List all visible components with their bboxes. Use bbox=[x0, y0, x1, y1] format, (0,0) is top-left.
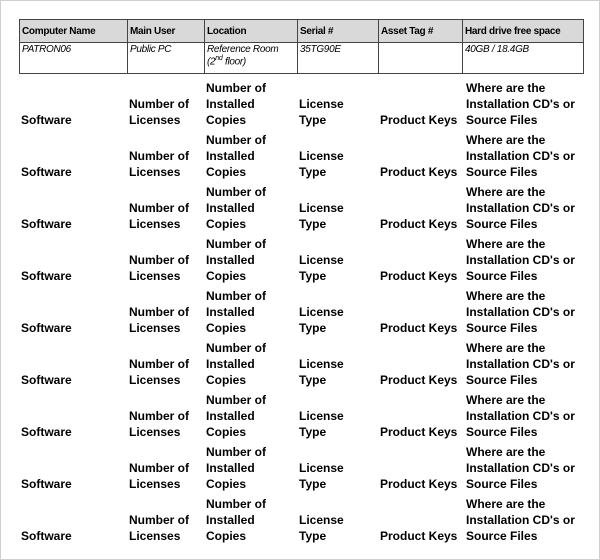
source-line3: Source Files bbox=[466, 321, 538, 335]
type-line2: Type bbox=[299, 425, 327, 439]
copies-line2: Installed bbox=[206, 513, 255, 527]
license-type bbox=[297, 284, 378, 336]
software-row bbox=[19, 76, 589, 128]
cell-location bbox=[205, 43, 298, 74]
source-files bbox=[464, 284, 589, 336]
asset-data-row bbox=[20, 43, 584, 74]
license-type bbox=[297, 440, 378, 492]
copies-line1: Number of bbox=[206, 185, 266, 199]
header-computer-name: Computer Name bbox=[20, 20, 128, 43]
software-label: Software bbox=[21, 321, 72, 335]
software-row bbox=[19, 440, 589, 492]
type-line2: Type bbox=[299, 165, 327, 179]
product-keys bbox=[378, 180, 464, 232]
copies-line3: Copies bbox=[206, 165, 247, 179]
software-name bbox=[19, 76, 127, 128]
license-type bbox=[297, 388, 378, 440]
software-label: Software bbox=[21, 113, 72, 127]
licenses-line2: Licenses bbox=[129, 477, 181, 491]
cell-computer-name: PATRON06 bbox=[20, 43, 128, 74]
type-line1: License bbox=[299, 357, 344, 371]
installed-copies bbox=[204, 336, 297, 388]
software-label: Software bbox=[21, 425, 72, 439]
product-keys bbox=[378, 128, 464, 180]
installed-copies bbox=[204, 284, 297, 336]
source-files bbox=[464, 232, 589, 284]
license-type bbox=[297, 128, 378, 180]
product-keys bbox=[378, 76, 464, 128]
software-label: Software bbox=[21, 165, 72, 179]
source-line1: Where are the bbox=[466, 133, 546, 147]
source-line1: Where are the bbox=[466, 81, 546, 95]
software-label: Software bbox=[21, 217, 72, 231]
licenses-line2: Licenses bbox=[129, 529, 181, 543]
keys-label: Product Keys bbox=[380, 477, 458, 491]
source-files bbox=[464, 388, 589, 440]
source-line2: Installation CD's or bbox=[466, 201, 575, 215]
source-line2: Installation CD's or bbox=[466, 253, 575, 267]
product-keys bbox=[378, 336, 464, 388]
source-line2: Installation CD's or bbox=[466, 305, 575, 319]
software-label: Software bbox=[21, 373, 72, 387]
cell-hdd-free: 40GB / 18.4GB bbox=[463, 43, 584, 74]
software-label: Software bbox=[21, 529, 72, 543]
header-hdd-free: Hard drive free space bbox=[463, 20, 584, 43]
source-line2: Installation CD's or bbox=[466, 97, 575, 111]
product-keys bbox=[378, 440, 464, 492]
copies-line3: Copies bbox=[206, 425, 247, 439]
number-of-licenses bbox=[127, 128, 204, 180]
location-sup: nd bbox=[215, 55, 223, 62]
installed-copies bbox=[204, 180, 297, 232]
software-row bbox=[19, 284, 589, 336]
source-files bbox=[464, 76, 589, 128]
keys-label: Product Keys bbox=[380, 113, 458, 127]
copies-line2: Installed bbox=[206, 409, 255, 423]
license-type bbox=[297, 76, 378, 128]
installed-copies bbox=[204, 492, 297, 544]
copies-line1: Number of bbox=[206, 289, 266, 303]
installed-copies bbox=[204, 232, 297, 284]
copies-line1: Number of bbox=[206, 133, 266, 147]
copies-line3: Copies bbox=[206, 269, 247, 283]
product-keys bbox=[378, 232, 464, 284]
number-of-licenses bbox=[127, 232, 204, 284]
licenses-line1: Number of bbox=[129, 461, 189, 475]
source-line1: Where are the bbox=[466, 497, 546, 511]
software-label: Software bbox=[21, 269, 72, 283]
source-line3: Source Files bbox=[466, 269, 538, 283]
header-asset-tag: Asset Tag # bbox=[379, 20, 463, 43]
copies-line3: Copies bbox=[206, 321, 247, 335]
number-of-licenses bbox=[127, 492, 204, 544]
type-line1: License bbox=[299, 513, 344, 527]
number-of-licenses bbox=[127, 336, 204, 388]
software-name bbox=[19, 128, 127, 180]
copies-line3: Copies bbox=[206, 477, 247, 491]
keys-label: Product Keys bbox=[380, 217, 458, 231]
source-files bbox=[464, 336, 589, 388]
licenses-line1: Number of bbox=[129, 357, 189, 371]
source-line3: Source Files bbox=[466, 217, 538, 231]
software-row bbox=[19, 128, 589, 180]
licenses-line1: Number of bbox=[129, 513, 189, 527]
installed-copies bbox=[204, 388, 297, 440]
license-type bbox=[297, 232, 378, 284]
product-keys bbox=[378, 492, 464, 544]
licenses-line1: Number of bbox=[129, 97, 189, 111]
installed-copies bbox=[204, 128, 297, 180]
keys-label: Product Keys bbox=[380, 425, 458, 439]
software-row bbox=[19, 232, 589, 284]
header-location: Location bbox=[205, 20, 298, 43]
location-line2-pre: (2 bbox=[207, 56, 216, 68]
installed-copies bbox=[204, 76, 297, 128]
copies-line2: Installed bbox=[206, 201, 255, 215]
type-line1: License bbox=[299, 149, 344, 163]
type-line2: Type bbox=[299, 529, 327, 543]
software-name bbox=[19, 388, 127, 440]
keys-label: Product Keys bbox=[380, 269, 458, 283]
number-of-licenses bbox=[127, 76, 204, 128]
source-files bbox=[464, 440, 589, 492]
source-line3: Source Files bbox=[466, 165, 538, 179]
copies-line2: Installed bbox=[206, 357, 255, 371]
licenses-line1: Number of bbox=[129, 305, 189, 319]
copies-line2: Installed bbox=[206, 305, 255, 319]
keys-label: Product Keys bbox=[380, 321, 458, 335]
type-line2: Type bbox=[299, 477, 327, 491]
copies-line1: Number of bbox=[206, 81, 266, 95]
software-label: Software bbox=[21, 477, 72, 491]
copies-line1: Number of bbox=[206, 445, 266, 459]
keys-label: Product Keys bbox=[380, 165, 458, 179]
type-line1: License bbox=[299, 409, 344, 423]
source-files bbox=[464, 128, 589, 180]
type-line1: License bbox=[299, 97, 344, 111]
software-row bbox=[19, 492, 589, 544]
header-serial: Serial # bbox=[298, 20, 379, 43]
location-line2-post: floor) bbox=[222, 56, 246, 68]
licenses-line1: Number of bbox=[129, 253, 189, 267]
header-main-user: Main User bbox=[128, 20, 205, 43]
source-line2: Installation CD's or bbox=[466, 461, 575, 475]
copies-line1: Number of bbox=[206, 393, 266, 407]
source-line3: Source Files bbox=[466, 529, 538, 543]
licenses-line2: Licenses bbox=[129, 321, 181, 335]
source-line1: Where are the bbox=[466, 341, 546, 355]
source-line3: Source Files bbox=[466, 113, 538, 127]
source-line3: Source Files bbox=[466, 477, 538, 491]
product-keys bbox=[378, 284, 464, 336]
type-line2: Type bbox=[299, 373, 327, 387]
number-of-licenses bbox=[127, 388, 204, 440]
copies-line2: Installed bbox=[206, 461, 255, 475]
licenses-line1: Number of bbox=[129, 201, 189, 215]
software-name bbox=[19, 336, 127, 388]
product-keys bbox=[378, 388, 464, 440]
installed-copies bbox=[204, 440, 297, 492]
copies-line3: Copies bbox=[206, 529, 247, 543]
source-line2: Installation CD's or bbox=[466, 513, 575, 527]
keys-label: Product Keys bbox=[380, 529, 458, 543]
source-line2: Installation CD's or bbox=[466, 357, 575, 371]
source-line2: Installation CD's or bbox=[466, 409, 575, 423]
software-name bbox=[19, 492, 127, 544]
source-line3: Source Files bbox=[466, 373, 538, 387]
license-type bbox=[297, 180, 378, 232]
source-line1: Where are the bbox=[466, 393, 546, 407]
asset-table bbox=[19, 19, 584, 74]
software-table bbox=[19, 76, 589, 544]
number-of-licenses bbox=[127, 180, 204, 232]
cell-main-user: Public PC bbox=[128, 43, 205, 74]
licenses-line1: Number of bbox=[129, 149, 189, 163]
licenses-line2: Licenses bbox=[129, 217, 181, 231]
type-line1: License bbox=[299, 201, 344, 215]
software-name bbox=[19, 232, 127, 284]
licenses-line2: Licenses bbox=[129, 165, 181, 179]
source-line1: Where are the bbox=[466, 289, 546, 303]
type-line1: License bbox=[299, 461, 344, 475]
licenses-line2: Licenses bbox=[129, 373, 181, 387]
source-line1: Where are the bbox=[466, 185, 546, 199]
software-row bbox=[19, 388, 589, 440]
copies-line3: Copies bbox=[206, 373, 247, 387]
source-files bbox=[464, 492, 589, 544]
software-row bbox=[19, 336, 589, 388]
copies-line1: Number of bbox=[206, 497, 266, 511]
license-type bbox=[297, 336, 378, 388]
source-line1: Where are the bbox=[466, 237, 546, 251]
type-line1: License bbox=[299, 305, 344, 319]
source-files bbox=[464, 180, 589, 232]
software-name bbox=[19, 284, 127, 336]
number-of-licenses bbox=[127, 440, 204, 492]
source-line3: Source Files bbox=[466, 425, 538, 439]
source-line1: Where are the bbox=[466, 445, 546, 459]
software-name bbox=[19, 180, 127, 232]
copies-line2: Installed bbox=[206, 97, 255, 111]
cell-serial: 35TG90E bbox=[298, 43, 379, 74]
copies-line2: Installed bbox=[206, 149, 255, 163]
type-line2: Type bbox=[299, 321, 327, 335]
keys-label: Product Keys bbox=[380, 373, 458, 387]
asset-header-row bbox=[20, 20, 584, 43]
cell-asset-tag bbox=[379, 43, 463, 74]
number-of-licenses bbox=[127, 284, 204, 336]
license-type bbox=[297, 492, 378, 544]
software-row bbox=[19, 180, 589, 232]
type-line2: Type bbox=[299, 217, 327, 231]
licenses-line2: Licenses bbox=[129, 425, 181, 439]
copies-line1: Number of bbox=[206, 237, 266, 251]
licenses-line1: Number of bbox=[129, 409, 189, 423]
location-line1: Reference Room bbox=[207, 44, 279, 55]
type-line1: License bbox=[299, 253, 344, 267]
licenses-line2: Licenses bbox=[129, 113, 181, 127]
software-name bbox=[19, 440, 127, 492]
copies-line3: Copies bbox=[206, 113, 247, 127]
copies-line3: Copies bbox=[206, 217, 247, 231]
copies-line2: Installed bbox=[206, 253, 255, 267]
type-line2: Type bbox=[299, 113, 327, 127]
source-line2: Installation CD's or bbox=[466, 149, 575, 163]
type-line2: Type bbox=[299, 269, 327, 283]
licenses-line2: Licenses bbox=[129, 269, 181, 283]
copies-line1: Number of bbox=[206, 341, 266, 355]
